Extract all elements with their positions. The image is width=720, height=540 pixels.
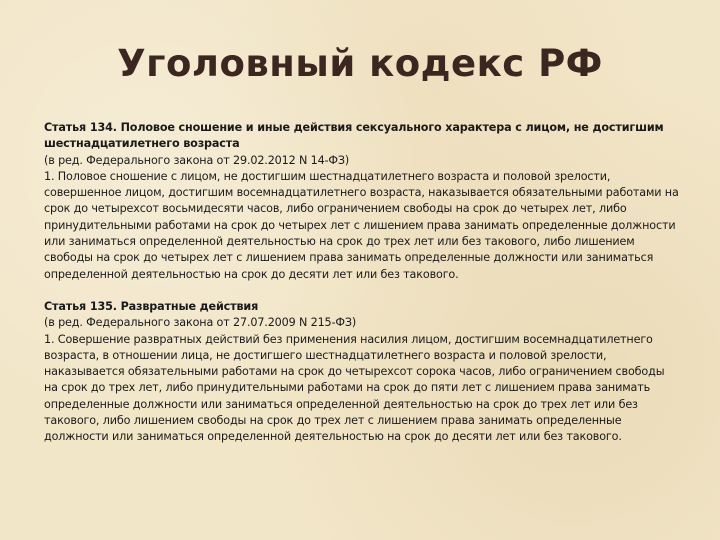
article-heading: Статья 134. Половое сношение и иные действия сексуального характера с лицом, не достигшим шестнадцатилетнего возраста (44, 121, 664, 151)
article-text: 1. Совершение развратных действий без применения насилия лицом, достигшим восемнадцатилетнего возраста, в отношении лица, не достигшего шестнадцатилетнего возраста и половой зрелости, наказывается обязательными работами на срок до четырехсот сорока часов, либо ограничением свободы на срок до трех лет, либо принудительными работами на срок до пяти лет с лишением права занимать определенные должности или заниматься определенной деятельностью на срок до трех лет или без такового, либо лишением свободы на срок до трех лет с лишением права занимать определенные должности или заниматься определенной деятельностью на срок до десяти лет или без такового. (44, 332, 665, 444)
article-edition: (в ред. Федерального закона от 29.02.2012 N 14-ФЗ) (44, 153, 350, 167)
article-edition: (в ред. Федерального закона от 27.07.2009 N 215-ФЗ) (44, 316, 357, 330)
article-135 (44, 299, 680, 446)
article-134 (44, 120, 680, 283)
page-title: Уголовный кодекс РФ (117, 42, 603, 85)
document-body (44, 120, 680, 446)
article-text: 1. Половое сношение с лицом, не достигшим шестнадцатилетнего возраста и половой зрелости, совершенное лицом, достигшим восемнадцатилетнего возраста, наказывается обязательными работами на срок до четырехсот восьмидесяти часов, либо ограничением свободы на срок до четырех лет, либо принудительными работами на срок до четырех лет с лишением права занимать определенные должности или заниматься определенной деятельностью на срок до трех лет или без такового, либо лишением свободы на срок до четырех лет с лишением права занимать определенные должности или заниматься определенной деятельностью на срок до десяти лет или без такового. (44, 169, 679, 281)
article-heading: Статья 135. Развратные действия (44, 299, 259, 313)
